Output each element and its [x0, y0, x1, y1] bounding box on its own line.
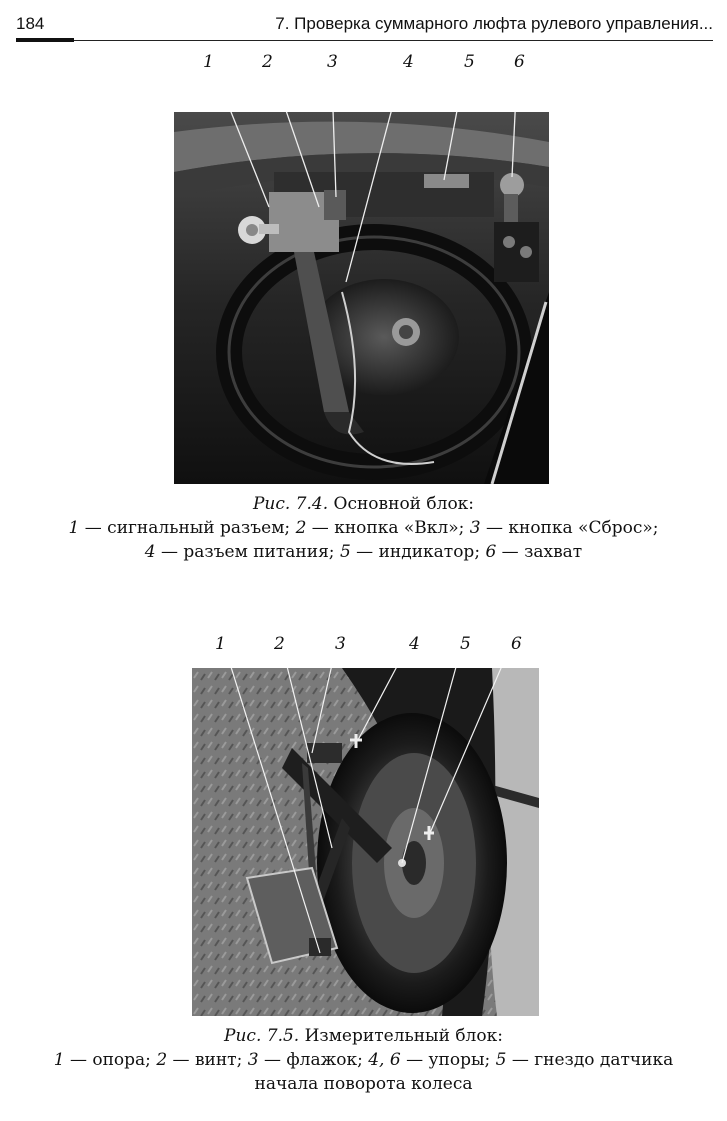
figure1-legend-num: 1: [68, 518, 80, 538]
figure2-callout-4: 4: [409, 634, 420, 654]
figure2-callout-2: 2: [274, 634, 285, 654]
figure1-callout-5: 5: [464, 52, 475, 72]
running-title: 7. Проверка суммарного люфта рулевого управления...: [275, 14, 713, 33]
figure1-legend-text: — захват: [496, 542, 583, 562]
figure1-legend-num: 5: [339, 542, 351, 562]
figure1-legend-text: — индикатор;: [350, 542, 486, 562]
figure2-caption-title-line: [0, 1024, 727, 1048]
figure1-callout-4: 4: [403, 52, 414, 72]
figure2-legend-num: 2: [156, 1050, 168, 1070]
figure1-legend-num: 6: [485, 542, 497, 562]
figure1-legend-num: 3: [469, 518, 481, 538]
figure2-legend-tail: начала поворота колеса: [254, 1074, 473, 1094]
figure2-callout-1: 1: [215, 634, 226, 654]
figure1-legend-text: — сигнальный разъем;: [79, 518, 296, 538]
figure2-callouts: [0, 634, 727, 656]
figure1-caption-title-line: [0, 492, 727, 516]
figure2-legend-num: 4, 6: [368, 1050, 401, 1070]
figure2-legend-text: — винт;: [167, 1050, 248, 1070]
figure2-legend-text: — гнездо датчика: [506, 1050, 674, 1070]
figure1-caption-label: Рис. 7.4.: [252, 494, 329, 514]
figure1-callout-6: 6: [514, 52, 525, 72]
figure2-legend-num: 1: [53, 1050, 65, 1070]
figure1-caption-title: Основной блок:: [328, 494, 475, 514]
figure1-callout-2: 2: [262, 52, 273, 72]
figure2-photo: [192, 668, 539, 1016]
figure1-legend-text: — кнопка «Вкл»;: [306, 518, 470, 538]
figure1-legend-line-1: [0, 516, 727, 540]
figure2-legend-text: — опора;: [64, 1050, 157, 1070]
figure1-legend-text: — разъем питания;: [155, 542, 340, 562]
figure1-photo: [174, 112, 549, 484]
figure1-legend-num: 2: [295, 518, 307, 538]
figure1-legend-text: — кнопка «Сброс»;: [480, 518, 659, 538]
figure2-legend-num: 5: [495, 1050, 507, 1070]
figure1-callout-1: 1: [203, 52, 214, 72]
figure2-legend-text: — упоры;: [400, 1050, 496, 1070]
header-rule-accent: [16, 38, 74, 42]
page-number: 184: [16, 14, 45, 33]
figure2-legend-text: — флажок;: [258, 1050, 369, 1070]
figure1-legend-line-2: [0, 540, 727, 564]
figure2-callout-5: 5: [460, 634, 471, 654]
figure1-legend-num: 4: [144, 542, 156, 562]
figure2-caption-title: Измерительный блок:: [299, 1026, 503, 1046]
figure1-caption: [0, 492, 727, 564]
figure2-legend-num: 3: [247, 1050, 259, 1070]
figure2-callout-3: 3: [335, 634, 346, 654]
figure2-caption: [0, 1024, 727, 1096]
figure2-legend-line-1: [0, 1048, 727, 1072]
figure2-caption-label: Рис. 7.5.: [224, 1026, 300, 1046]
header-rule: [16, 40, 713, 41]
figure2-callout-6: 6: [511, 634, 522, 654]
figure1-callout-3: 3: [327, 52, 338, 72]
page-header: [16, 8, 713, 42]
figure1-callouts: [0, 52, 727, 74]
